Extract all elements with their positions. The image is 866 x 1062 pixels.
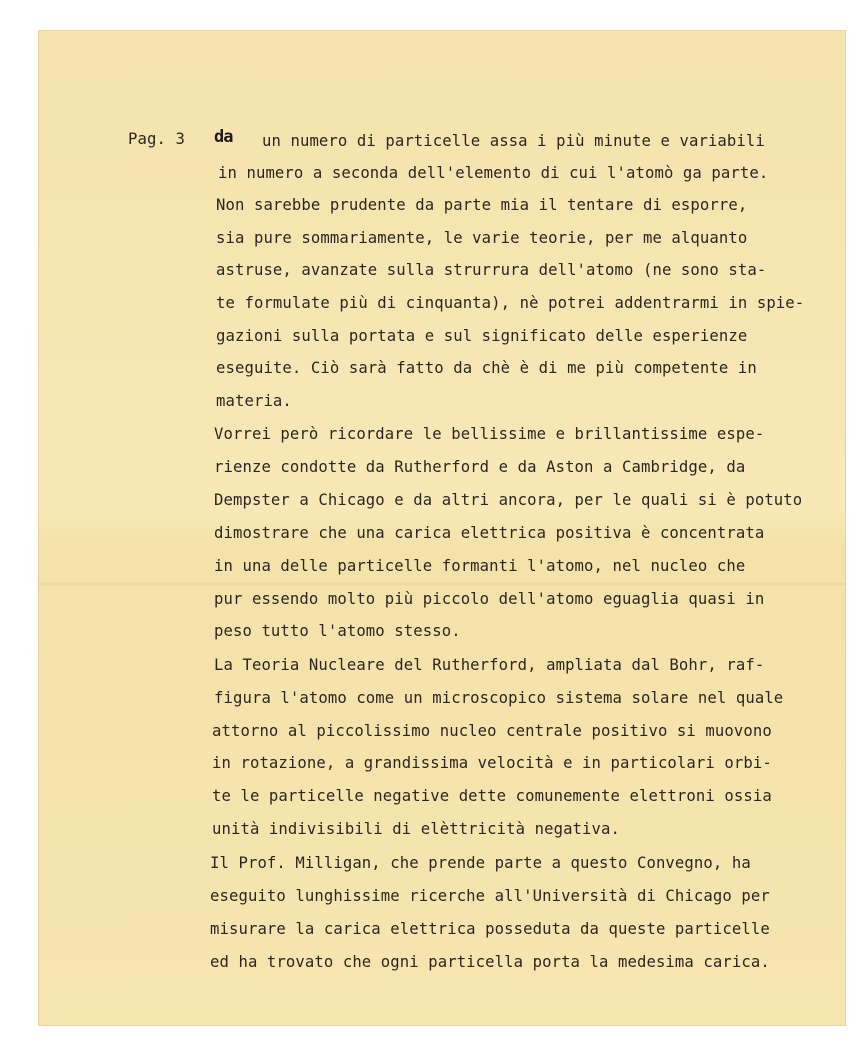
typewritten-page bbox=[38, 30, 846, 1026]
text-line: gazioni sulla portata e sul significato delle esperienze bbox=[216, 327, 748, 345]
text-line: te formulate più di cinquanta), nè potrei addentrarmi in spie- bbox=[216, 294, 805, 312]
text-line: in numero a seconda dell'elemento di cui l'atomò ga parte. bbox=[218, 164, 769, 182]
text-line: Vorrei però ricordare le bellissime e brillantissime espe- bbox=[214, 425, 765, 443]
text-line: in una delle particelle formanti l'atomo, nel nucleo che bbox=[214, 557, 746, 575]
text-line: rienze condotte da Rutherford e da Aston a Cambridge, da bbox=[214, 458, 746, 476]
paper-fold-line bbox=[38, 582, 846, 586]
text-line: astruse, avanzate sulla strurrura dell'atomo (ne sono sta- bbox=[216, 261, 767, 279]
text-line: unità indivisibili di elèttricità negativa. bbox=[212, 820, 620, 838]
text-line: eseguite. Ciò sarà fatto da chè è di me più competente in bbox=[216, 359, 757, 377]
text-line: in rotazione, a grandissima velocità e in particolari orbi- bbox=[212, 754, 772, 772]
text-line: dimostrare che una carica elettrica positiva è concentrata bbox=[214, 524, 765, 542]
text-line: Non sarebbe prudente da parte mia il tentare di esporre, bbox=[216, 196, 748, 214]
text-line: eseguito lunghissime ricerche all'Università di Chicago per bbox=[210, 887, 770, 905]
page-number-label: Pag. 3 bbox=[128, 130, 185, 148]
text-line: Il Prof. Milligan, che prende parte a questo Convegno, ha bbox=[210, 854, 751, 872]
text-line: peso tutto l'atomo stesso. bbox=[214, 622, 461, 640]
text-line: figura l'atomo come un microscopico sistema solare nel quale bbox=[214, 689, 784, 707]
text-line: materia. bbox=[216, 392, 292, 410]
text-line: misurare la carica elettrica posseduta da queste particelle bbox=[210, 920, 770, 938]
text-line: te le particelle negative dette comunemente elettroni ossia bbox=[212, 787, 772, 805]
text-line: attorno al piccolissimo nucleo centrale positivo si muovono bbox=[212, 722, 772, 740]
text-line: pur essendo molto più piccolo dell'atomo eguaglia quasi in bbox=[214, 590, 765, 608]
text-line: La Teoria Nucleare del Rutherford, ampliata dal Bohr, raf- bbox=[214, 656, 765, 674]
text-line: Dempster a Chicago e da altri ancora, per le quali si è potuto bbox=[214, 491, 803, 509]
text-line: un numero di particelle assa i più minute e variabili bbox=[262, 132, 765, 150]
text-line: ed ha trovato che ogni particella porta la medesima carica. bbox=[210, 953, 770, 971]
text-line: sia pure sommariamente, le varie teorie, per me alquanto bbox=[216, 229, 748, 247]
handwritten-correction: da bbox=[214, 127, 233, 147]
